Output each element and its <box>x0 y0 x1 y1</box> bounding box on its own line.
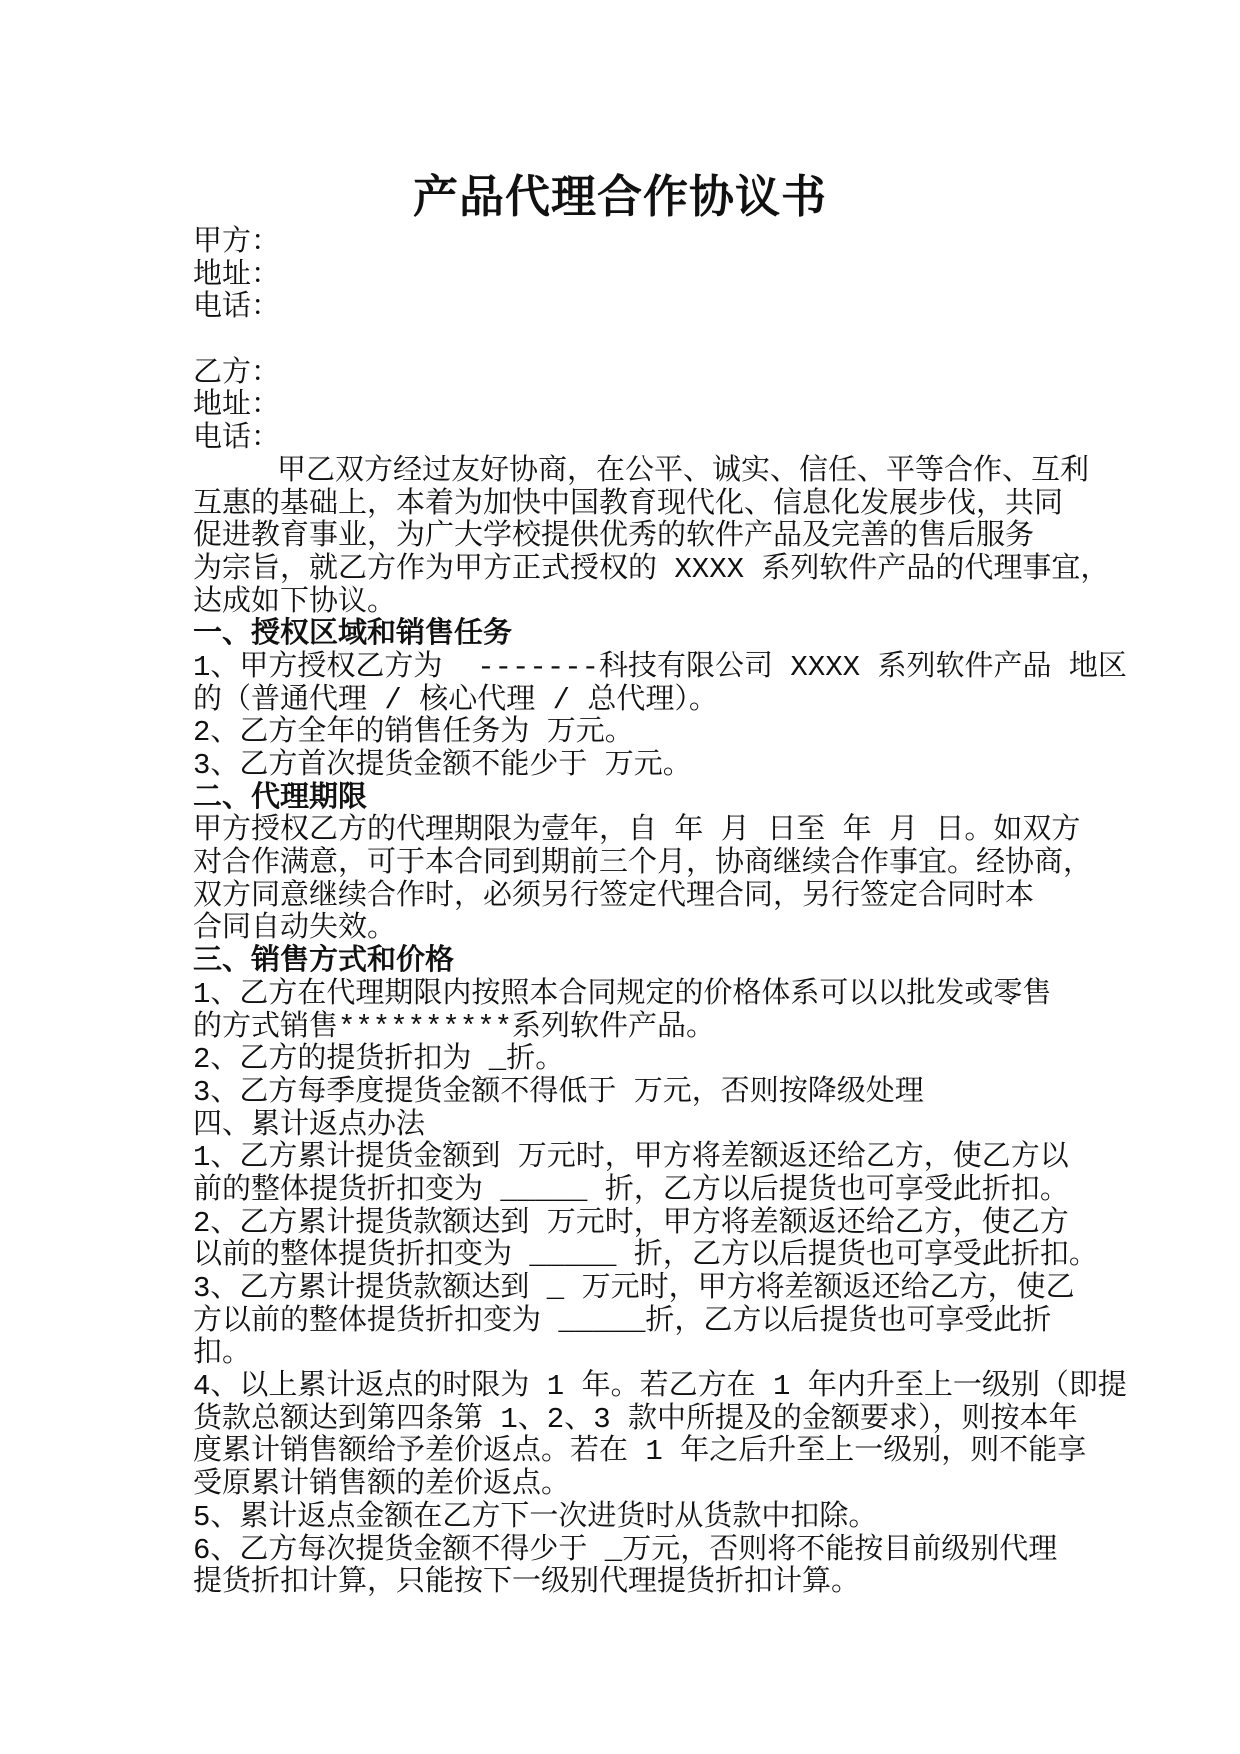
section-3-line-3: 2、乙方的提货折扣为 _折。 <box>193 1043 565 1077</box>
document-body <box>193 227 1193 1600</box>
section-4 <box>193 1110 1193 1600</box>
section-2-line-2: 对合作满意，可于本合同到期前三个月，协商继续合作事宜。经协商， <box>193 847 1093 881</box>
section-3-line-2: 的方式销售**********系列软件产品。 <box>193 1010 716 1044</box>
section-4-line-9: 货款总额达到第四条第 1、2、3 款中所提及的金额要求），则按本年 <box>193 1402 1078 1436</box>
section-2 <box>193 783 1193 946</box>
section-3 <box>193 946 1193 1109</box>
section-4-line-14: 提货折扣计算，只能按下一级别代理提货折扣计算。 <box>193 1566 861 1600</box>
preamble-line-3: 促进教育事业，为广大学校提供优秀的软件产品及完善的售后服务 <box>193 520 1035 554</box>
section-4-line-1: 1、乙方累计提货金额到 万元时，甲方将差额返还给乙方，使乙方以 <box>193 1141 1069 1175</box>
section-4-line-7: 扣。 <box>193 1337 252 1371</box>
section-1-heading: 一、授权区域和销售任务 <box>193 618 513 652</box>
section-4-heading: 四、累计返点办法 <box>193 1108 426 1142</box>
section-1-line-3: 2、乙方全年的销售任务为 万元。 <box>193 716 634 750</box>
party-b-name-label: 乙方： <box>193 356 281 390</box>
section-4-line-6: 方以前的整体提货折扣变为 _____折，乙方以后提货也可享受此折 <box>193 1304 1052 1338</box>
section-2-line-4: 合同自动失效。 <box>193 912 397 946</box>
section-4-line-2: 前的整体提货折扣变为 _____ 折，乙方以后提货也可享受此折扣。 <box>193 1173 1069 1207</box>
preamble-line-4: 为宗旨，就乙方作为甲方正式授权的 XXXX 系列软件产品的代理事宜， <box>193 552 1110 586</box>
section-3-heading: 三、销售方式和价格 <box>193 945 455 979</box>
section-2-line-3: 双方同意继续合作时，必须另行签定代理合同，另行签定合同时本 <box>193 879 1035 913</box>
section-3-line-4: 3、乙方每季度提货金额不得低于 万元，否则按降级处理 <box>193 1075 924 1109</box>
blank-line <box>193 325 1193 358</box>
preamble-line-2: 互惠的基础上，本着为加快中国教育现代化、信息化发展步伐，共同 <box>193 487 1064 521</box>
section-4-line-4: 以前的整体提货折扣变为 _____ 折，乙方以后提货也可享受此折扣。 <box>193 1239 1098 1273</box>
party-b-address-label: 地址： <box>193 389 281 423</box>
section-3-line-1: 1、乙方在代理期限内按照本合同规定的价格体系可以以批发或零售 <box>193 977 1052 1011</box>
preamble <box>193 456 1193 619</box>
section-4-line-8: 4、以上累计返点的时限为 1 年。若乙方在 1 年内升至上一级别（即提 <box>193 1370 1127 1404</box>
party-a-block <box>193 227 1193 325</box>
document-title: 产品代理合作协议书 <box>412 170 827 223</box>
section-4-line-12: 5、累计返点金额在乙方下一次进货时从货款中扣除。 <box>193 1500 878 1534</box>
section-4-line-13: 6、乙方每次提货金额不得少于 _万元，否则将不能按目前级别代理 <box>193 1533 1058 1567</box>
party-a-address-label: 地址： <box>193 258 281 292</box>
section-1-line-2: 的（普通代理 / 核心代理 / 总代理）。 <box>193 683 718 717</box>
section-2-line-1: 甲方授权乙方的代理期限为壹年，自 年 月 日至 年 月 日。如双方 <box>193 814 1081 848</box>
party-a-name-label: 甲方： <box>193 226 281 259</box>
party-a-phone-label: 电话： <box>193 291 281 325</box>
section-1-line-4: 3、乙方首次提货金额不能少于 万元。 <box>193 749 692 782</box>
party-b-phone-label: 电话： <box>193 422 281 456</box>
section-4-line-10: 度累计销售额给予差价返点。若在 1 年之后升至上一级别，则不能享 <box>193 1435 1087 1469</box>
section-4-line-11: 受原累计销售额的差价返点。 <box>193 1468 571 1502</box>
preamble-line-5: 达成如下协议。 <box>193 585 397 619</box>
party-b-block <box>193 358 1193 456</box>
section-1 <box>193 619 1193 782</box>
section-4-line-3: 2、乙方累计提货款额达到 万元时，甲方将差额返还给乙方，使乙方 <box>193 1206 1069 1240</box>
section-1-line-1: 1、甲方授权乙方为 -------科技有限公司 XXXX 系列软件产品 地区 <box>193 650 1127 684</box>
section-2-heading: 二、代理期限 <box>193 781 368 815</box>
section-4-line-5: 3、乙方累计提货款额达到 _ 万元时，甲方将差额返还给乙方，使乙 <box>193 1272 1075 1305</box>
preamble-line-1: 甲乙双方经过友好协商，在公平、诚实、信任、平等合作、互利 <box>277 454 1090 488</box>
